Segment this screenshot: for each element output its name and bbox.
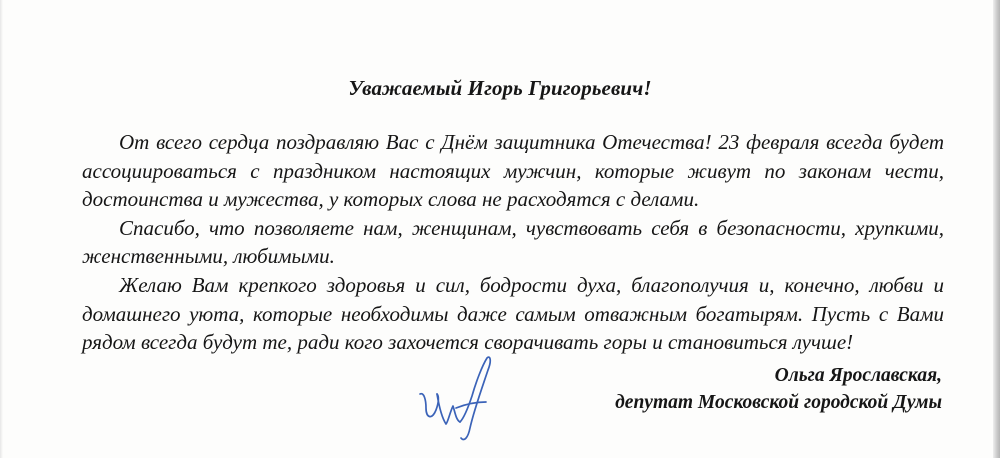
salutation: Уважаемый Игорь Григорьевич!: [348, 76, 652, 100]
paragraph-wishes: Желаю Вам крепкого здоровья и сил, бодрости духа, благополучия и, конечно, любви и домашнего уюта, которые необходимы даже самым отважным богатырям. Пусть с Вами рядом всегда будут те, ради кого захочется сворачивать горы и становиться лучше!: [82, 272, 944, 355]
paragraph-greeting: От всего сердца поздравляю Вас с Днём защитника Отечества! 23 февраля всегда будет ассоциироваться с праздником настоящих мужчин, которые живут по законам чести, достоинства и мужества, у которых слова не расходятся с делами.: [82, 130, 944, 212]
letter-body: [82, 128, 944, 357]
signer-position: депутат Московской городской Думы: [615, 392, 942, 413]
signer-name: Ольга Ярославская,: [774, 365, 942, 386]
handwritten-signature: [412, 352, 494, 444]
paragraph-thanks: Спасибо, что позволяете нам, женщинам, чувствовать себя в безопасности, хрупкими, женственными, любимыми.: [82, 215, 944, 269]
signature-block: [615, 362, 942, 416]
